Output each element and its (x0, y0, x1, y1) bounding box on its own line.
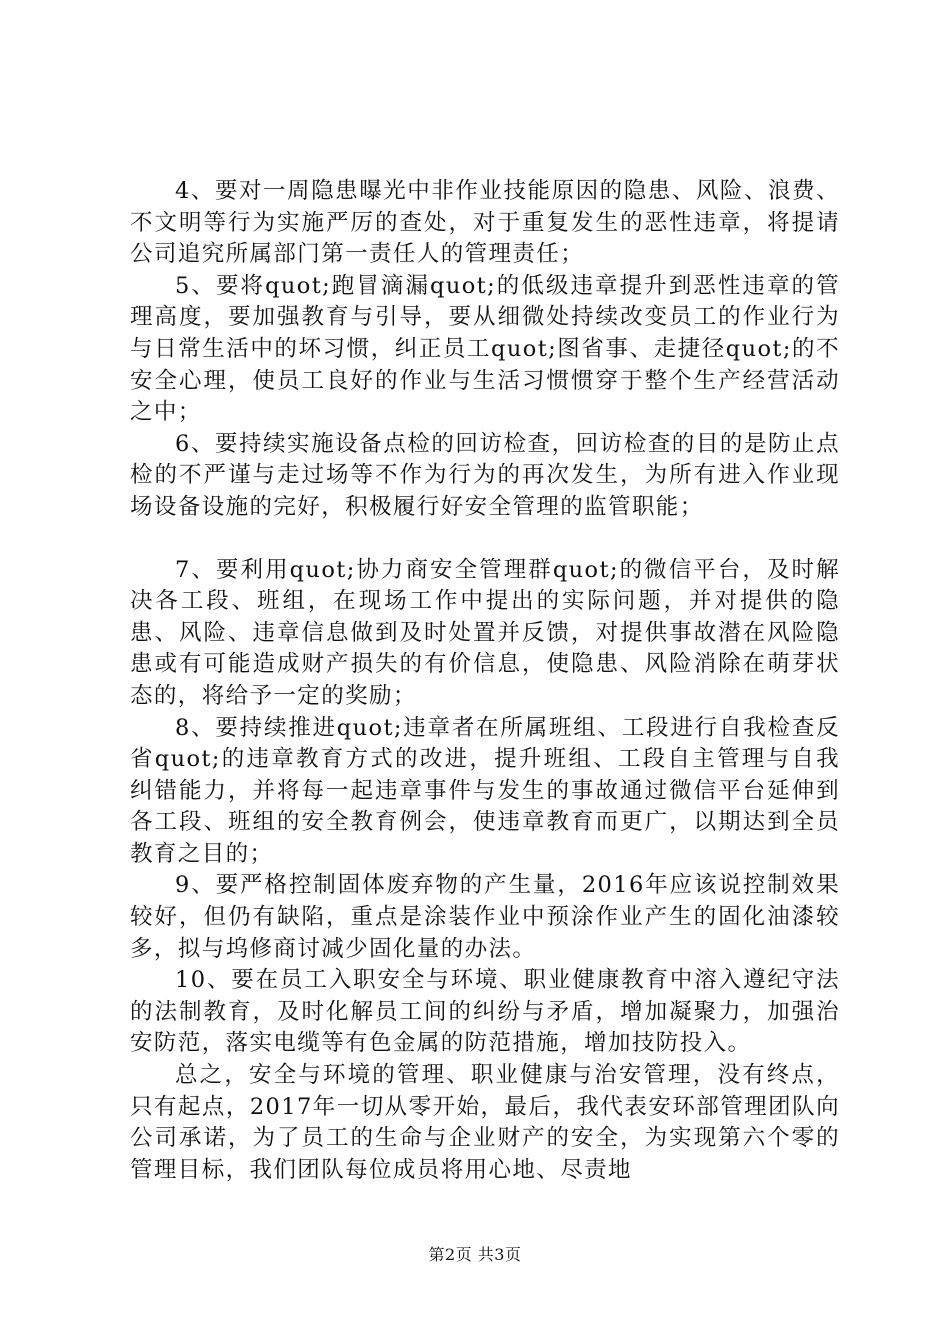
page-number-footer: 第2页 共3页 (428, 1245, 522, 1264)
document-body (130, 176, 840, 1186)
paragraph-item-7: 7、要利用quot;协力商安全管理群quot;的微信平台，及时解决各工段、班组，在现场工作中提出的实际问题，并对提供的隐患、风险、违章信息做到及时处置并反馈，对提供事故潜在风险隐患或有可能造成财产损失的有价信息，使隐患、风险消除在萌芽状态的，将给予一定的奖励； (130, 556, 840, 709)
paragraph-item-9: 9、要严格控制固体废弃物的产生量，2016年应该说控制效果较好，但仍有缺陷，重点是涂装作业中预涂作业产生的固化油漆较多，拟与坞修商讨减少固化量的办法。 (130, 872, 840, 962)
paragraph-spacer (130, 524, 840, 555)
paragraph-item-5: 5、要将quot;跑冒滴漏quot;的低级违章提升到恶性违章的管理高度，要加强教育与引导，要从细微处持续改变员工的作业行为与日常生活中的坏习惯，纠正员工quot;图省事、走捷径quot;的不安全心理，使员工良好的作业与生活习惯惯穿于整个生产经营活动之中； (130, 272, 840, 426)
paragraph-item-10: 10、要在员工入职安全与环境、职业健康教育中溶入遵纪守法的法制教育，及时化解员工间的纠纷与矛盾，增加凝聚力，加强治安防范，落实电缆等有色金属的防范措施，增加技防投入。 (130, 967, 840, 1057)
paragraph-item-4: 4、要对一周隐患曝光中非作业技能原因的隐患、风险、浪费、不文明等行为实施严厉的查处，对于重复发生的恶性违章，将提请公司追究所属部门第一责任人的管理责任； (130, 178, 840, 268)
paragraph-summary: 总之，安全与环境的管理、职业健康与治安管理，没有终点，只有起点，2017年一切从零开始，最后，我代表安环部管理团队向公司承诺，为了员工的生命与企业财产的安全，为实现第六个零的管理目标，我们团队每位成员将用心地、尽责地 (130, 1062, 840, 1183)
paragraph-item-8: 8、要持续推进quot;违章者在所属班组、工段进行自我检查反省quot;的违章教育方式的改进，提升班组、工段自主管理与自我纠错能力，并将每一起违章事件与发生的事故通过微信平台延伸到各工段、班组的安全教育例会，使违章教育而更广，以期达到全员教育之目的； (130, 714, 840, 867)
paragraph-item-6: 6、要持续实施设备点检的回访检查，回访检查的目的是防止点检的不严谨与走过场等不作为行为的再次发生，为所有进入作业现场设备设施的完好，积极履行好安全管理的监管职能； (130, 430, 840, 520)
